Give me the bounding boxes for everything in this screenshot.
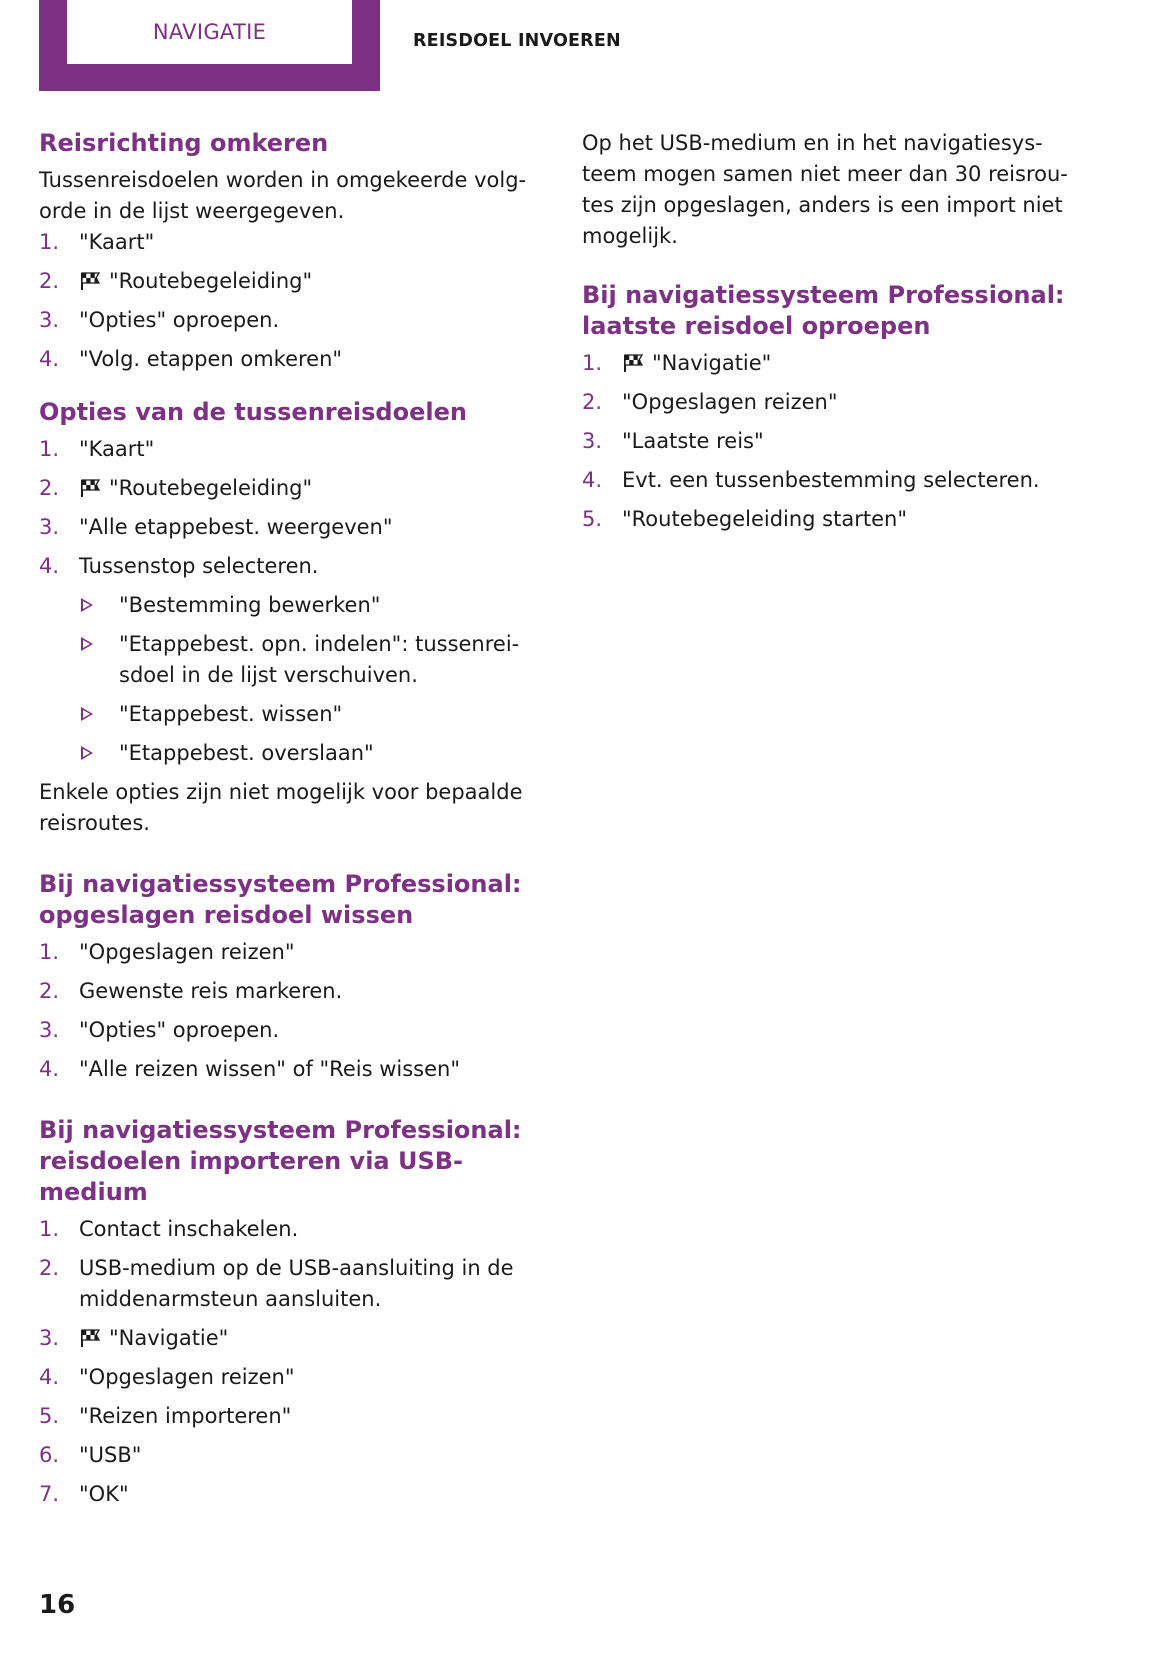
step-text: "Opties" oproepen. [79, 1018, 280, 1042]
step-number: 3. [582, 429, 603, 453]
step-item [39, 512, 549, 543]
left-column [39, 128, 549, 1518]
step-item [39, 227, 549, 258]
step-number: 4. [39, 347, 60, 371]
title-line-2: opgeslagen reisdoel wissen [39, 901, 414, 929]
step-number: 3. [39, 515, 60, 539]
step-list [39, 937, 549, 1085]
step-text: "Alle etappebest. weergeven" [79, 515, 393, 539]
step-number: 1. [582, 351, 603, 375]
step-number: 5. [39, 1404, 60, 1428]
step-list [39, 434, 549, 769]
sub-option-item [79, 590, 549, 621]
step-text: "Routebegeleiding starten" [622, 507, 907, 531]
step-item [39, 266, 549, 297]
step-number: 6. [39, 1443, 60, 1467]
right-column [582, 128, 1092, 543]
step-list [39, 227, 549, 375]
step-number: 2. [582, 390, 603, 414]
step-item [39, 937, 549, 968]
section-title [39, 869, 549, 931]
section-title [582, 280, 1092, 342]
step-item [39, 473, 549, 504]
section-title: Reisrichting omkeren [39, 129, 329, 157]
sub-option-text: "Bestemming bewerken" [119, 593, 381, 617]
step-text: "Kaart" [79, 230, 155, 254]
step-text: "OK" [79, 1482, 129, 1506]
step-item [39, 344, 549, 375]
step-item [39, 1323, 549, 1354]
step-number: 2. [39, 979, 60, 1003]
checkered-flag-icon [79, 271, 101, 291]
step-number: 2. [39, 269, 60, 293]
section-last-destination [582, 280, 1092, 535]
checkered-flag-icon [79, 478, 101, 498]
sub-option-text: "Etappebest. wissen" [119, 702, 343, 726]
step-item [39, 1440, 549, 1471]
sub-option-item [79, 738, 549, 769]
section-note: Enkele opties zijn niet mogelijk voor bepaalde reisroutes. [39, 780, 523, 835]
step-text: "Navigatie" [109, 1326, 229, 1350]
step-number: 4. [39, 1057, 60, 1081]
step-item [582, 387, 1092, 418]
triangle-bullet-icon [81, 637, 93, 651]
step-text: "USB" [79, 1443, 142, 1467]
step-text: "Reizen importeren" [79, 1404, 292, 1428]
sub-option-item [79, 629, 549, 691]
step-text: "Opties" oproepen. [79, 308, 280, 332]
step-text: Tussenstop selecteren. [79, 554, 319, 578]
checkered-flag-icon [622, 353, 644, 373]
step-number: 3. [39, 1018, 60, 1042]
sub-option-text: "Etappebest. overslaan" [119, 741, 374, 765]
triangle-bullet-icon [81, 707, 93, 721]
step-text: Contact inschakelen. [79, 1217, 299, 1241]
step-number: 7. [39, 1482, 60, 1506]
section-import-usb [39, 1115, 549, 1510]
step-item [39, 1214, 549, 1245]
step-item [39, 976, 549, 1007]
step-number: 4. [39, 1365, 60, 1389]
running-header: REISDOEL INVOEREN [413, 31, 621, 51]
usb-limit-note: Op het USB-medium en in het navigatiesys-teem mogen samen niet meer dan 30 reisrou-tes zijn opgeslagen, anders is een import niet mogelijk. [582, 131, 1068, 248]
step-text: "Volg. etappen omkeren" [79, 347, 343, 371]
step-item [582, 504, 1092, 535]
sub-option-text: "Etappebest. opn. indelen": tussenrei-sdoel in de lijst verschuiven. [119, 632, 520, 687]
step-number: 2. [39, 476, 60, 500]
step-item [39, 1401, 549, 1432]
step-number: 2. [39, 1256, 60, 1280]
section-reverse-route [39, 128, 549, 375]
step-number: 1. [39, 1217, 60, 1241]
step-number: 3. [39, 1326, 60, 1350]
step-item [39, 305, 549, 336]
step-text: "Alle reizen wissen" of "Reis wissen" [79, 1057, 460, 1081]
step-text: "Routebegeleiding" [109, 476, 313, 500]
step-text: "Opgeslagen reizen" [622, 390, 838, 414]
step-item [39, 1253, 549, 1315]
step-text: Gewenste reis markeren. [79, 979, 343, 1003]
section-waypoint-options [39, 397, 549, 839]
step-number: 1. [39, 230, 60, 254]
title-line-2: laatste reisdoel oproepen [582, 312, 931, 340]
step-item [582, 348, 1092, 379]
triangle-bullet-icon [81, 746, 93, 760]
title-line-1: Bij navigatiessysteem Professional: [39, 1116, 522, 1144]
title-line-1: Bij navigatiessysteem Professional: [39, 870, 522, 898]
step-item [39, 434, 549, 465]
step-item [39, 1015, 549, 1046]
step-number: 1. [39, 940, 60, 964]
section-intro: Tussenreisdoelen worden in omgekeerde volg-orde in de lijst weergegeven. [39, 168, 527, 223]
section-delete-saved-trip [39, 869, 549, 1085]
step-text: Evt. een tussenbestemming selecteren. [622, 468, 1040, 492]
step-item [582, 465, 1092, 496]
step-number: 4. [39, 554, 60, 578]
triangle-bullet-icon [81, 598, 93, 612]
step-item [39, 1479, 549, 1510]
step-item [39, 551, 549, 769]
section-title: Opties van de tussenreisdoelen [39, 398, 467, 426]
step-item [39, 1054, 549, 1085]
sub-option-list [79, 590, 549, 769]
step-text: "Navigatie" [652, 351, 772, 375]
step-number: 4. [582, 468, 603, 492]
step-item [582, 426, 1092, 457]
section-title [39, 1115, 549, 1208]
title-line-2: reisdoelen importeren via USB-medium [39, 1147, 464, 1206]
chapter-tab-label: NAVIGATIE [67, 0, 352, 64]
step-text: "Kaart" [79, 437, 155, 461]
step-text: USB-medium op de USB-aansluiting in de middenarmsteun aansluiten. [79, 1256, 514, 1311]
step-number: 3. [39, 308, 60, 332]
step-list [582, 348, 1092, 535]
step-list [39, 1214, 549, 1510]
step-item [39, 1362, 549, 1393]
sub-option-item [79, 699, 549, 730]
step-number: 1. [39, 437, 60, 461]
page-number: 16 [39, 1590, 76, 1620]
step-text: "Opgeslagen reizen" [79, 940, 295, 964]
title-line-1: Bij navigatiessysteem Professional: [582, 281, 1065, 309]
step-text: "Routebegeleiding" [109, 269, 313, 293]
step-text: "Laatste reis" [622, 429, 764, 453]
step-number: 5. [582, 507, 603, 531]
chapter-tab [39, 0, 380, 91]
step-text: "Opgeslagen reizen" [79, 1365, 295, 1389]
checkered-flag-icon [79, 1328, 101, 1348]
